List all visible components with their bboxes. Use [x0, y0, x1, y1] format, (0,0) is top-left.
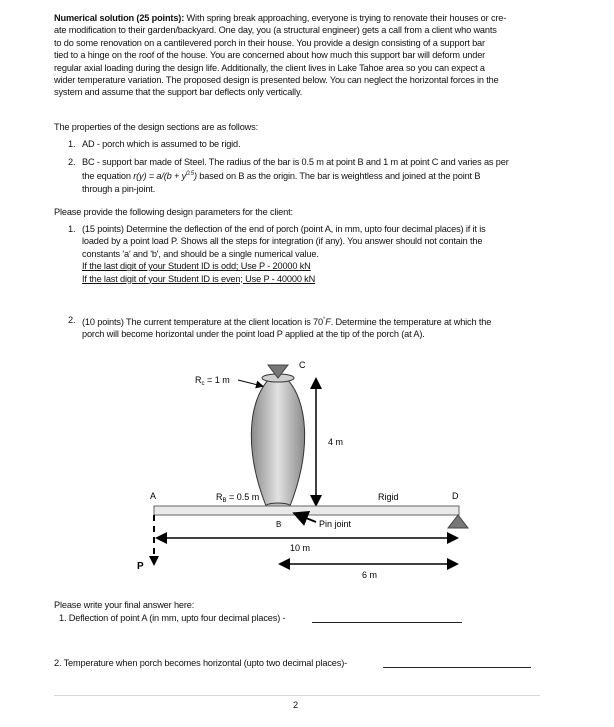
label-c: C [299, 360, 306, 370]
label-rb: $R_B = 0.5$ m [216, 492, 260, 504]
problem-heading: Numerical solution (25 points): [54, 13, 185, 23]
label-4m: 4 m [328, 437, 344, 447]
label-10m: 10 m [290, 543, 311, 553]
answer-1-label: 1. Deflection of point A (in mm, upto four decimal places) - [59, 613, 286, 623]
label-d: D [452, 491, 459, 501]
property-item-2: 2. BC - support bar made of Steel. The radius of the bar is 0.5 m at point B and 1 m at point C and varies as per the equation $r(y) = a/(b + y^{0.5})$ based on B as the origin. The bar is weightless and joined at the point B through a pin-joint. [68, 157, 509, 194]
answers-heading: Please write your final answer here: [54, 600, 195, 610]
parameter-item-1: 1. (15 points) Determine the deflection of the end of porch (point A, in mm, upto four decimal places) if it is loaded by a point load P. Shows all the steps for integration (if any). You answer should not contain the constants 'a' and 'b', and should be a single numerical value. If the last digit of your Student ID is odd; Use P - 20000 kN If the last digit of your Student ID is even; Use P - 40000 kN [68, 223, 548, 293]
support-bar-bc [251, 378, 304, 506]
answer-2-blank[interactable] [383, 667, 531, 668]
label-6m: 6 m [362, 570, 378, 580]
label-p: P [137, 561, 144, 572]
properties-heading: The properties of the design sections are as follows: [54, 122, 258, 132]
parameter-item-2: 2. (10 points) The current temperature at the client location is 70°F. Determine the temperature at which the porch will become horizontal under the point load P applied at the tip of the porch (at A). [68, 315, 492, 340]
odd-id-load: If the last digit of your Student ID is odd; Use P - 20000 kN [82, 261, 311, 272]
answer-2-label: 2. Temperature when porch becomes horizontal (upto two decimal places)- [54, 658, 348, 668]
answer-1-blank[interactable] [312, 622, 462, 623]
support-d [448, 515, 468, 528]
page-number: 2 [293, 700, 298, 710]
footer-divider [54, 695, 540, 696]
problem-intro: Numerical solution (25 points): With spring break approaching, everyone is trying to renovate their houses or cre- ate modification to their garden/backyard. One day, you (a structural engineer) gets a call from a client who wants to do some renovation on a cantilevered porch in their house. You provide a design consisting of a support bar tied to a hinge on the roof of the house. You are concerned about how much this support bar will deform under regular axial loading during the design life. Additionally, the client lives in Lake Tahoe area so you can expect a wider temperature variation. The proposed design is presented below. You can neglect the horizontal forces in the system and assume that the support bar deflects only vertically. [54, 13, 507, 98]
label-a: A [150, 491, 157, 501]
label-rc: $R_c = 1$ m [195, 375, 230, 387]
document-page: Numerical solution (25 points): With spring break approaching, everyone is trying to renovate their houses or cre- ate modification to their garden/backyard. One day, you (a structural engineer) gets a call from a client who wants to do some renovation on a cantilevered porch in their house. You provide a design consisting of a support bar tied to a hinge on the roof of the house. You are concerned about how much this support bar will deform under regular axial loading during the design life. Additionally, the client lives in Lake Tahoe area so you can expect a wider temperature variation. The proposed design is presented below. You can neglect the horizontal forces in the system and assume that the support bar deflects only vertically. The properties of the design sections are as follows: 1. AD - porch which is assumed to be rigid. 2. BC - support bar made of Steel. The radius of the bar is 0.5 m at point B and 1 m at point C and varies as per the equation $r(y) = a/(b + y^{0.5})$ based on B as the origin. The bar is weightless and joined at the point B through a pin-joint. Please provide the following design parameters for the client: 1. (15 points) Determine the deflection of the end of porch (point A, in mm, upto four decimal places) if it is loaded by a point load P. Shows all the steps for integration (if any). You answer should not contain the constants 'a' and 'b', and should be a single numerical value. If the last digit of your Student ID is odd; Use P - 20000 kN If the last digit of your Student ID is even; Use P - 40000 kN 2. (10 points) The current temperature at the client location is 70°F. Determine the temperature at which the porch will become horizontal under the point load P applied at the tip of the porch (at A). C $R_c = 1$ m 4 m A D Rigid $R_B = 0.5$ m B Pin joint P 10 m 6 m Please write your final answer here: 1. Deflection of point A (in mm, upto four decimal places) - 2. Temperature when porch becomes horizontal (upto two decimal places)- 2 [0, 0, 614, 727]
even-id-load: If the last digit of your Student ID is even; Use P - 40000 kN [82, 273, 316, 284]
rc-leader [238, 380, 262, 386]
load-arrow-p [149, 556, 159, 566]
radius-equation: $r(y) = a/(b + y^{0.5})$ [133, 171, 197, 182]
porch-beam-ad [154, 506, 459, 515]
label-rigid: Rigid [378, 492, 399, 502]
parameters-heading: Please provide the following design parameters for the client: [54, 207, 293, 217]
label-pin-joint: Pin joint [319, 519, 352, 529]
label-b: B [276, 520, 282, 529]
